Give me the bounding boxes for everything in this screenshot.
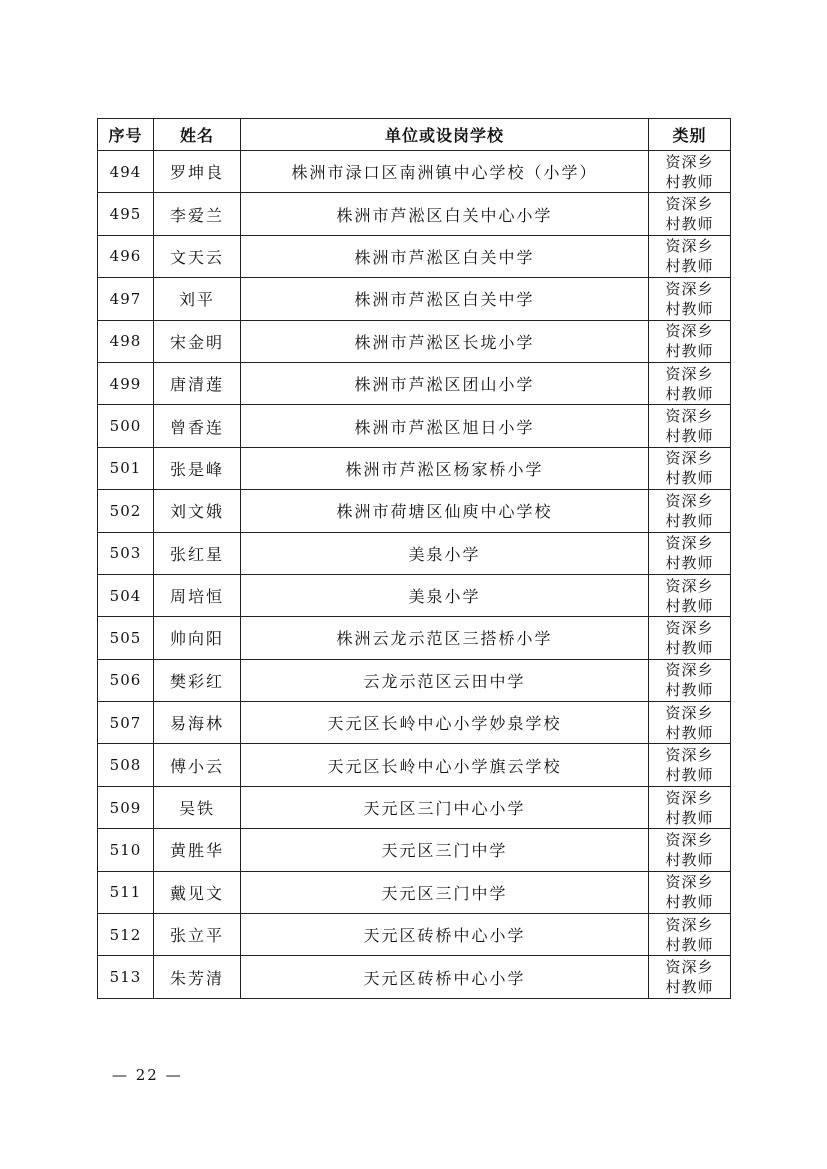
- cell-seq: 502: [98, 490, 154, 532]
- table-header-row: [98, 119, 731, 151]
- category-line-1: 资深乡: [665, 788, 714, 807]
- cell-school: 天元区三门中心小学: [241, 786, 649, 828]
- cell-category: [649, 362, 731, 404]
- cell-seq: 504: [98, 574, 154, 616]
- table-row: [98, 659, 731, 701]
- table-row: [98, 829, 731, 871]
- category-line-2: 村教师: [665, 681, 714, 700]
- cell-category: [649, 786, 731, 828]
- category-line-1: 资深乡: [665, 195, 714, 214]
- category-line-2: 村教师: [665, 808, 714, 827]
- cell-school: 株洲市芦淞区杨家桥小学: [241, 447, 649, 489]
- table-row: [98, 914, 731, 956]
- category-line-1: 资深乡: [665, 703, 714, 722]
- table-row: [98, 362, 731, 404]
- cell-category: [649, 744, 731, 786]
- table-row: [98, 405, 731, 447]
- cell-school: 株洲云龙示范区三搭桥小学: [241, 617, 649, 659]
- cell-category: [649, 193, 731, 235]
- category-line-1: 资深乡: [665, 364, 714, 383]
- category-line-2: 村教师: [665, 850, 714, 869]
- table-row: [98, 447, 731, 489]
- category-line-2: 村教师: [665, 978, 714, 997]
- cell-school: 美泉小学: [241, 574, 649, 616]
- header-category: 类别: [649, 119, 731, 151]
- category-line-1: 资深乡: [665, 958, 714, 977]
- cell-name: 文天云: [154, 235, 241, 277]
- category-line-1: 资深乡: [665, 279, 714, 298]
- cell-school: 株洲市芦淞区团山小学: [241, 362, 649, 404]
- cell-seq: 505: [98, 617, 154, 659]
- cell-category: [649, 659, 731, 701]
- cell-seq: 512: [98, 914, 154, 956]
- table-row: [98, 744, 731, 786]
- cell-category: [649, 574, 731, 616]
- category-line-1: 资深乡: [665, 491, 714, 510]
- cell-category: [649, 490, 731, 532]
- cell-category: [649, 151, 731, 193]
- table-row: [98, 490, 731, 532]
- cell-category: [649, 235, 731, 277]
- cell-seq: 495: [98, 193, 154, 235]
- cell-name: 易海林: [154, 702, 241, 744]
- category-line-2: 村教师: [665, 299, 714, 318]
- cell-school: 株洲市荷塘区仙庾中心学校: [241, 490, 649, 532]
- cell-name: 樊彩红: [154, 659, 241, 701]
- cell-name: 曾香连: [154, 405, 241, 447]
- cell-school: 天元区长岭中心小学妙泉学校: [241, 702, 649, 744]
- cell-school: 天元区三门中学: [241, 871, 649, 913]
- cell-name: 帅向阳: [154, 617, 241, 659]
- cell-seq: 500: [98, 405, 154, 447]
- category-line-1: 资深乡: [665, 534, 714, 553]
- cell-seq: 510: [98, 829, 154, 871]
- category-line-2: 村教师: [665, 893, 714, 912]
- category-line-1: 资深乡: [665, 237, 714, 256]
- cell-seq: 499: [98, 362, 154, 404]
- header-name: 姓名: [154, 119, 241, 151]
- cell-school: 美泉小学: [241, 532, 649, 574]
- table-row: [98, 786, 731, 828]
- category-line-1: 资深乡: [665, 915, 714, 934]
- cell-school: 株洲市芦淞区白关中学: [241, 235, 649, 277]
- cell-category: [649, 829, 731, 871]
- category-line-2: 村教师: [665, 554, 714, 573]
- category-line-1: 资深乡: [665, 449, 714, 468]
- cell-category: [649, 956, 731, 998]
- cell-category: [649, 320, 731, 362]
- category-line-2: 村教师: [665, 596, 714, 615]
- header-school: 单位或设岗学校: [241, 119, 649, 151]
- category-line-1: 资深乡: [665, 830, 714, 849]
- cell-seq: 497: [98, 278, 154, 320]
- cell-seq: 503: [98, 532, 154, 574]
- cell-school: 天元区三门中学: [241, 829, 649, 871]
- cell-category: [649, 702, 731, 744]
- cell-name: 傅小云: [154, 744, 241, 786]
- cell-name: 李爱兰: [154, 193, 241, 235]
- table-row: [98, 320, 731, 362]
- cell-name: 吴铁: [154, 786, 241, 828]
- cell-category: [649, 447, 731, 489]
- cell-seq: 509: [98, 786, 154, 828]
- table-row: [98, 702, 731, 744]
- table-body: [98, 151, 731, 999]
- cell-name: 周培恒: [154, 574, 241, 616]
- cell-school: 天元区砖桥中心小学: [241, 956, 649, 998]
- category-line-1: 资深乡: [665, 746, 714, 765]
- page-number: — 22 —: [112, 1066, 183, 1084]
- category-line-2: 村教师: [665, 215, 714, 234]
- table-row: [98, 193, 731, 235]
- category-line-1: 资深乡: [665, 661, 714, 680]
- cell-school: 天元区砖桥中心小学: [241, 914, 649, 956]
- category-line-2: 村教师: [665, 427, 714, 446]
- teacher-list-table: [97, 118, 731, 999]
- cell-school: 株洲市渌口区南洲镇中心学校（小学）: [241, 151, 649, 193]
- cell-seq: 508: [98, 744, 154, 786]
- category-line-2: 村教师: [665, 257, 714, 276]
- cell-name: 戴见文: [154, 871, 241, 913]
- category-line-2: 村教师: [665, 723, 714, 742]
- cell-category: [649, 617, 731, 659]
- category-line-2: 村教师: [665, 172, 714, 191]
- cell-name: 唐清莲: [154, 362, 241, 404]
- cell-seq: 496: [98, 235, 154, 277]
- cell-seq: 494: [98, 151, 154, 193]
- cell-name: 张立平: [154, 914, 241, 956]
- table-row: [98, 151, 731, 193]
- header-seq: 序号: [98, 119, 154, 151]
- category-line-1: 资深乡: [665, 576, 714, 595]
- cell-name: 罗坤良: [154, 151, 241, 193]
- table-row: [98, 956, 731, 998]
- cell-category: [649, 532, 731, 574]
- category-line-1: 资深乡: [665, 322, 714, 341]
- cell-name: 刘文娥: [154, 490, 241, 532]
- category-line-2: 村教师: [665, 935, 714, 954]
- category-line-2: 村教师: [665, 342, 714, 361]
- table-row: [98, 617, 731, 659]
- cell-seq: 513: [98, 956, 154, 998]
- category-line-1: 资深乡: [665, 407, 714, 426]
- category-line-1: 资深乡: [665, 152, 714, 171]
- category-line-2: 村教师: [665, 638, 714, 657]
- cell-seq: 511: [98, 871, 154, 913]
- cell-name: 黄胜华: [154, 829, 241, 871]
- table-row: [98, 574, 731, 616]
- category-line-2: 村教师: [665, 766, 714, 785]
- cell-category: [649, 278, 731, 320]
- cell-school: 株洲市芦淞区长垅小学: [241, 320, 649, 362]
- table-row: [98, 532, 731, 574]
- cell-name: 刘平: [154, 278, 241, 320]
- cell-seq: 498: [98, 320, 154, 362]
- category-line-1: 资深乡: [665, 618, 714, 637]
- table-row: [98, 278, 731, 320]
- cell-seq: 501: [98, 447, 154, 489]
- cell-seq: 507: [98, 702, 154, 744]
- cell-school: 云龙示范区云田中学: [241, 659, 649, 701]
- cell-name: 宋金明: [154, 320, 241, 362]
- cell-school: 株洲市芦淞区白关中心小学: [241, 193, 649, 235]
- cell-category: [649, 914, 731, 956]
- cell-name: 朱芳清: [154, 956, 241, 998]
- category-line-2: 村教师: [665, 469, 714, 488]
- cell-name: 张红星: [154, 532, 241, 574]
- cell-category: [649, 405, 731, 447]
- table-row: [98, 235, 731, 277]
- cell-seq: 506: [98, 659, 154, 701]
- table-row: [98, 871, 731, 913]
- cell-name: 张是峰: [154, 447, 241, 489]
- cell-school: 株洲市芦淞区旭日小学: [241, 405, 649, 447]
- cell-category: [649, 871, 731, 913]
- category-line-2: 村教师: [665, 384, 714, 403]
- category-line-2: 村教师: [665, 511, 714, 530]
- category-line-1: 资深乡: [665, 873, 714, 892]
- cell-school: 株洲市芦淞区白关中学: [241, 278, 649, 320]
- cell-school: 天元区长岭中心小学旗云学校: [241, 744, 649, 786]
